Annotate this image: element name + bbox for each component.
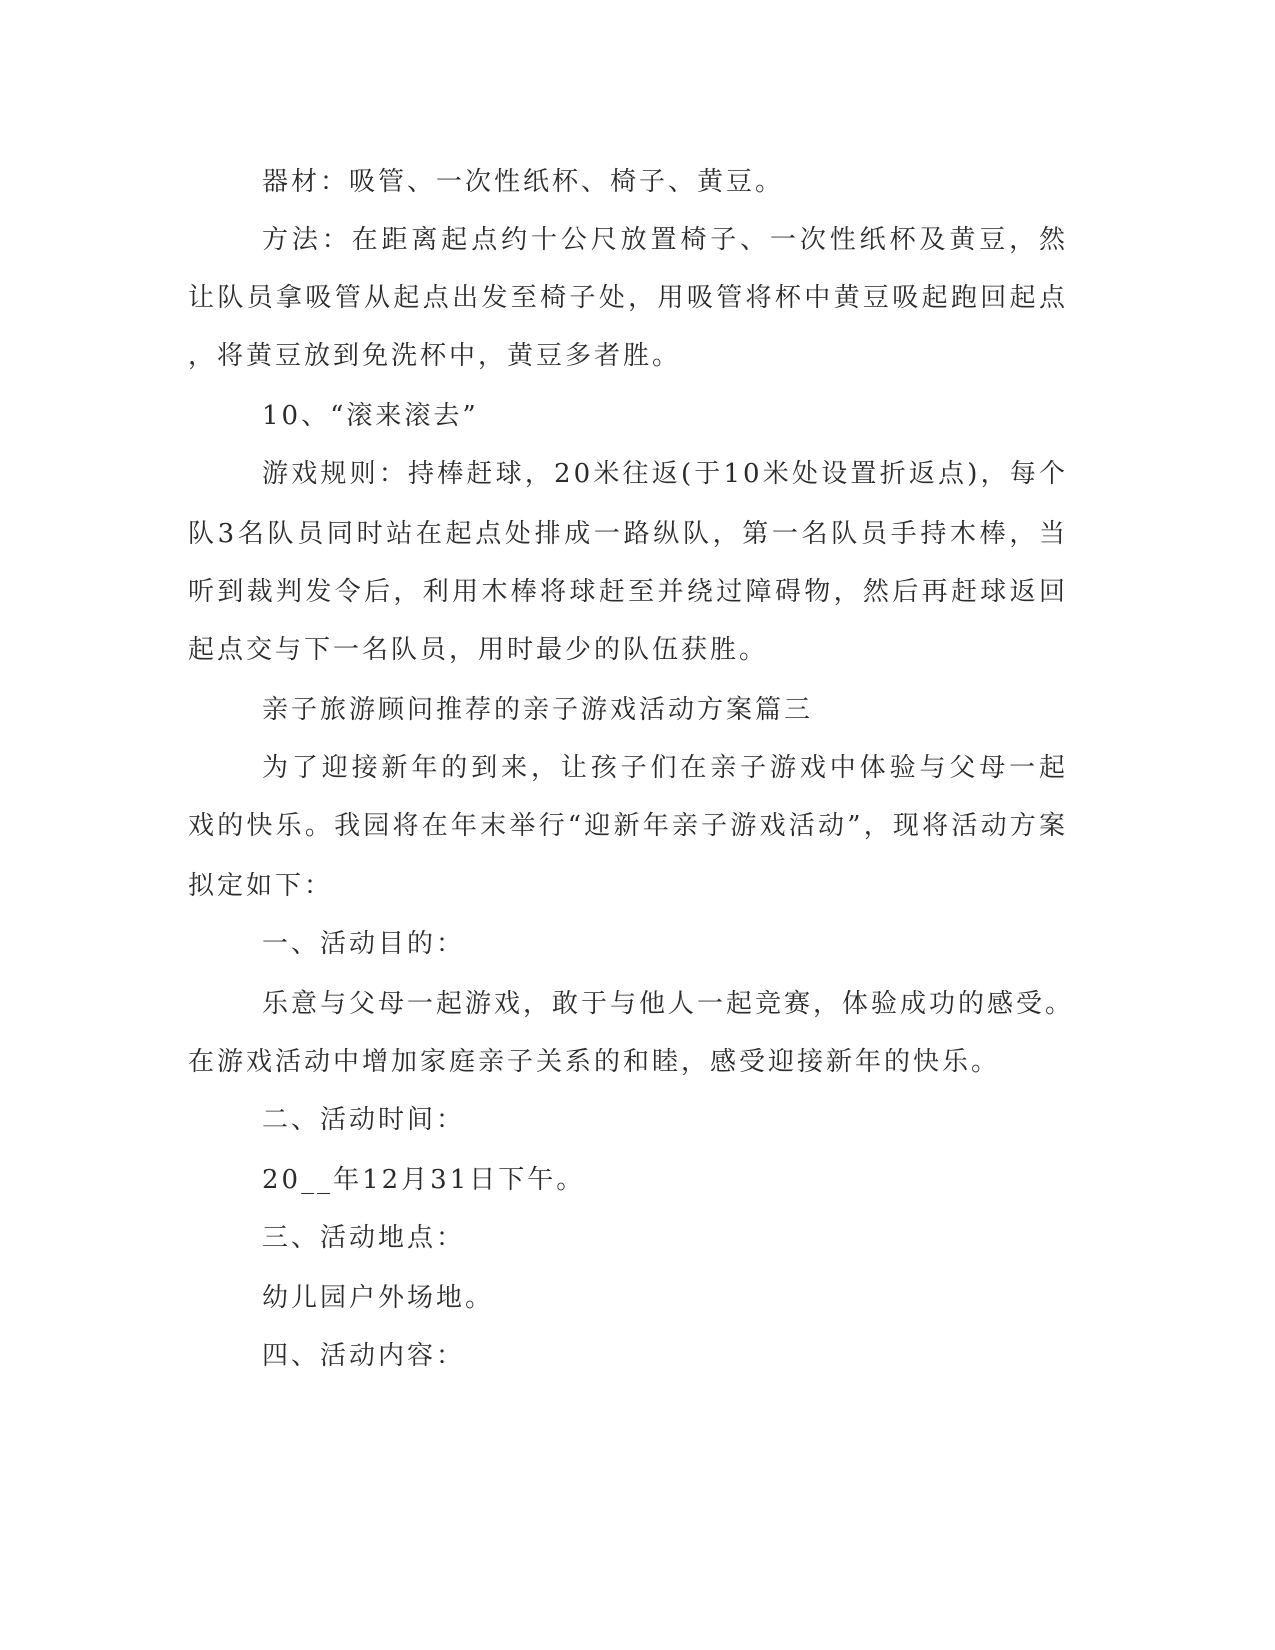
section-heading: 一、活动目的： [262,929,466,959]
paragraph-line: 听到裁判发令后，利用木棒将球赶至并绕过障碍物，然后再赶球返回 [188,577,1068,607]
paragraph-line: 乐意与父母一起游戏，敢于与他人一起竞赛，体验成功的感受。 [262,989,1075,1019]
paragraph-line: ，将黄豆放到免洗杯中，黄豆多者胜。 [188,341,682,371]
section-heading: 三、活动地点： [262,1223,466,1253]
section-heading: 四、活动内容： [262,1341,466,1371]
paragraph-line: 方法：在距离起点约十公尺放置椅子、一次性纸杯及黄豆，然 [262,225,1068,255]
paragraph-line: 让队员拿吸管从起点出发至椅子处，用吸管将杯中黄豆吸起跑回起点 [188,283,1068,313]
paragraph-line: 游戏规则：持棒赶球，20米往返(于10米处设置折返点)，每个 [262,459,1068,489]
paragraph-line: 拟定如下： [188,871,334,901]
paragraph-line: 20__年12月31日下午。 [262,1165,586,1195]
paragraph-line: 起点交与下一名队员，用时最少的队伍获胜。 [188,635,769,665]
paragraph-line: 在游戏活动中增加家庭亲子关系的和睦，感受迎接新年的快乐。 [188,1047,1001,1077]
section-title: 亲子旅游顾问推荐的亲子游戏活动方案篇三 [262,695,814,725]
paragraph-line: 为了迎接新年的到来，让孩子们在亲子游戏中体验与父母一起 [262,753,1068,783]
paragraph-line: 戏的快乐。我园将在年末举行“迎新年亲子游戏活动”，现将活动方案 [188,811,1068,841]
section-heading: 二、活动时间： [262,1105,466,1135]
paragraph-line: 队3名队员同时站在起点处排成一路纵队，第一名队员手持木棒，当 [188,519,1068,549]
paragraph-line: 幼儿园户外场地。 [262,1283,495,1313]
paragraph-line: 器材：吸管、一次性纸杯、椅子、黄豆。 [262,167,785,197]
section-heading: 10、“滚来滚去” [262,401,479,431]
